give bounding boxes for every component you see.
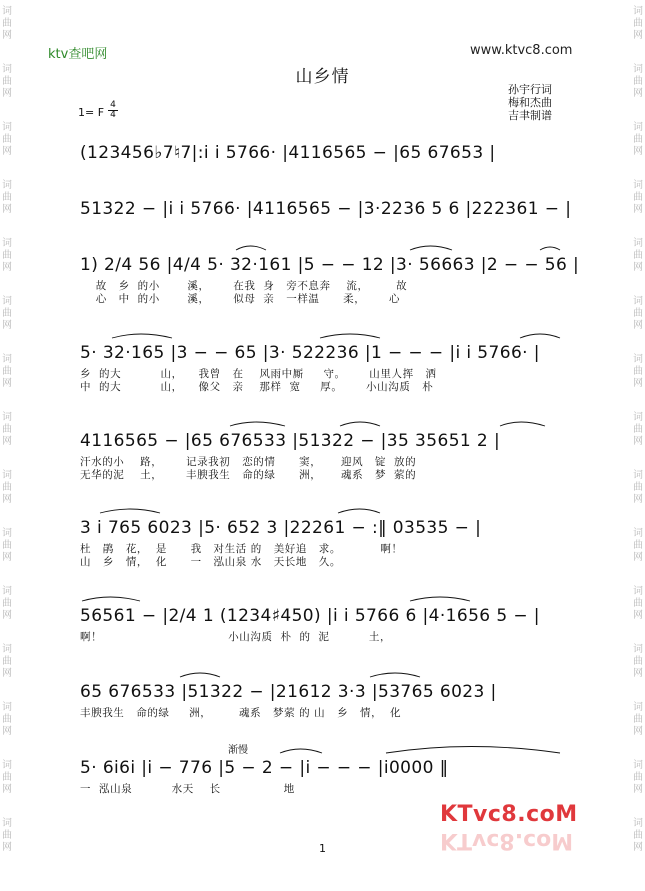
- site-watermark-logo: KTvc8.coM: [440, 802, 578, 827]
- side-watermark-mark: 词 曲 网: [633, 528, 643, 563]
- lyric-verse-1: 丰腴我生 命的绿 洲， 魂系 梦萦 的 山 乡 情， 化: [80, 707, 402, 719]
- side-watermark-mark: 词 曲 网: [633, 180, 643, 215]
- side-watermark-mark: 词 曲 网: [2, 354, 12, 389]
- side-watermark-mark: 词 曲 网: [2, 760, 12, 795]
- side-watermark-mark: 词 曲 网: [633, 470, 643, 505]
- side-watermark-mark: 词 曲 网: [2, 412, 12, 447]
- transcriber-credit: 吉聿制谱: [508, 109, 552, 122]
- left-watermark-strip: [0, 0, 14, 891]
- side-watermark-mark: 词 曲 网: [2, 702, 12, 737]
- brand-right: www.ktvc8.com: [470, 43, 573, 58]
- time-signature-top: 4: [110, 100, 116, 110]
- side-watermark-mark: 词 曲 网: [2, 470, 12, 505]
- notation: (123456♭7♮7|:i i 5766· |4116565 − |65 67653 |: [80, 143, 496, 163]
- notation: 65 676533 |51322 − |21612 3·3 |53765 6023 |: [80, 682, 497, 702]
- side-watermark-mark: 词 曲 网: [2, 586, 12, 621]
- side-watermark-mark: 词 曲 网: [2, 122, 12, 157]
- side-watermark-mark: 词 曲 网: [2, 6, 12, 41]
- site-watermark-reflection: KTvc8.coM: [440, 828, 574, 853]
- notation: 3 i 765 6023 |5· 652 3 |22261 − :‖ 03535 − |: [80, 518, 482, 538]
- lyric-verse-1: 汗水的小 路， 记录我初 恋的情 窦， 迎风 锭 放的: [80, 456, 417, 468]
- notation: 56561 − |2/4 1 (1234♯450) |i i 5766 6 |4·1656 5 − |: [80, 606, 540, 626]
- lyricist-credit: 孙宇行词: [508, 83, 552, 96]
- lyric-verse-1: 故 乡 的小 溪， 在我 身 旁不息奔 流， 故: [80, 280, 408, 292]
- lyric-verse-2: 无华的泥 土， 丰腴我生 命的绿 洲， 魂系 梦 萦的: [80, 469, 417, 481]
- notation: 4116565 − |65 676533 |51322 − |35 35651 2 |: [80, 431, 501, 451]
- time-signature: [108, 101, 118, 120]
- key-signature: 1= F: [78, 106, 105, 119]
- lyric-verse-2: 中 的大 山， 像父 亲 那样 宽 厚。 小山沟质 朴: [80, 381, 434, 393]
- page-number: 1: [319, 842, 326, 855]
- side-watermark-mark: 词 曲 网: [633, 702, 643, 737]
- side-watermark-mark: 词 曲 网: [633, 760, 643, 795]
- side-watermark-mark: 词 曲 网: [633, 122, 643, 157]
- side-watermark-mark: 词 曲 网: [633, 644, 643, 679]
- notation: 51322 − |i i 5766· |4116565 − |3·2236 5 6 |222361 − |: [80, 199, 572, 219]
- ritardando-marking: 渐慢: [228, 745, 248, 756]
- right-watermark-strip: [631, 0, 645, 891]
- side-watermark-mark: 词 曲 网: [633, 818, 643, 853]
- time-signature-bottom: 4: [108, 110, 118, 120]
- brand-left: ktv查吧网: [48, 47, 108, 62]
- side-watermark-mark: 词 曲 网: [633, 354, 643, 389]
- side-watermark-mark: 词 曲 网: [2, 528, 12, 563]
- credits: [508, 83, 552, 122]
- side-watermark-mark: 词 曲 网: [2, 238, 12, 273]
- lyric-verse-1: 杜 鹃 花， 是 我 对生活 的 美好追 求。 啊！: [80, 543, 403, 555]
- lyric-verse-1: 乡 的大 山， 我曾 在 风雨中厮 守。 山里人挥 洒: [80, 368, 437, 380]
- side-watermark-mark: 词 曲 网: [2, 64, 12, 99]
- notation: 5· 6i6i |i − 776 |5 − 2 − |i − − − |i0000 ‖: [80, 758, 449, 778]
- side-watermark-mark: 词 曲 网: [633, 586, 643, 621]
- side-watermark-mark: 词 曲 网: [2, 296, 12, 331]
- side-watermark-mark: 词 曲 网: [633, 238, 643, 273]
- side-watermark-mark: 词 曲 网: [633, 6, 643, 41]
- lyric-verse-2: 山 乡 情， 化 一 泓山泉 水 天长地 久。: [80, 556, 342, 568]
- side-watermark-mark: 词 曲 网: [2, 644, 12, 679]
- side-watermark-mark: 词 曲 网: [2, 818, 12, 853]
- lyric-verse-1: 啊！ 小山沟质 朴 的 泥 土，: [80, 631, 392, 643]
- notation: 5· 32·165 |3 − − 65 |3· 522236 |1 − − − |i i 5766· |: [80, 343, 540, 363]
- lyric-verse-2: 心 中 的小 溪， 似母 亲 一样温 柔， 心: [80, 293, 401, 305]
- side-watermark-mark: 词 曲 网: [2, 180, 12, 215]
- notation: 1) 2/4 56 |4/4 5· 32·161 |5 − − 12 |3· 56663 |2 − − 56 |: [80, 255, 580, 275]
- song-title: 山乡情: [295, 67, 350, 87]
- composer-credit: 梅和杰曲: [508, 96, 552, 109]
- side-watermark-mark: 词 曲 网: [633, 412, 643, 447]
- side-watermark-mark: 词 曲 网: [633, 296, 643, 331]
- lyric-verse-1: 一 泓山泉 水天 长 地: [80, 783, 295, 795]
- side-watermark-mark: 词 曲 网: [633, 64, 643, 99]
